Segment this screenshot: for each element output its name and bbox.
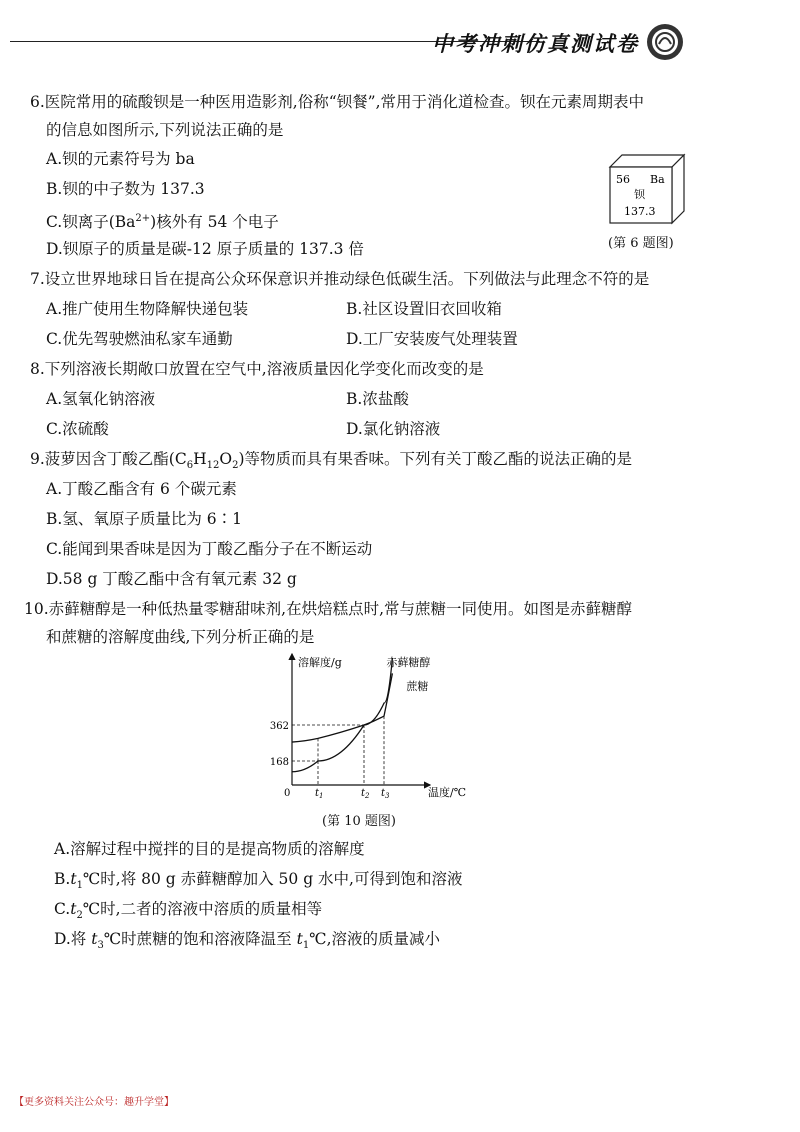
footer-note: 【更多资料关注公众号：趣升学堂】	[14, 1097, 174, 1108]
element-symbol: Ba	[650, 173, 665, 186]
q10-figure-caption: (第 10 题图)	[322, 814, 396, 829]
q9-option-c: C.能闻到果香味是因为丁酸乙酯分子在不断运动	[46, 540, 373, 558]
q9-option-d: D.58 g 丁酸乙酯中含有氧元素 32 g	[46, 570, 297, 588]
element-mass: 137.3	[624, 205, 656, 218]
y-axis-label: 溶解度/g	[298, 656, 342, 669]
x-tick-3: $t_3$	[381, 788, 390, 800]
q6-stem-line2: 的信息如图所示,下列说法正确的是	[46, 121, 284, 139]
publisher-logo-icon	[645, 22, 685, 62]
q7-option-a: A.推广使用生物降解快递包装	[46, 300, 249, 318]
x-tick-1: $t_1$	[315, 788, 324, 800]
q10-option-d: D.将 $t_3℃$时蔗糖的饱和溶液降温至 $t_1℃$,溶液的质量减小	[54, 930, 441, 952]
origin-label: 0	[284, 788, 291, 799]
q6-stem-line1: 6.医院常用的硫酸钡是一种医用造影剂,俗称“钡餐”,常用于消化道检查。钡在元素周期表中	[30, 93, 644, 111]
element-name: 钡	[634, 188, 645, 201]
y-tick-168: 168	[270, 757, 289, 768]
series-label-1: 赤藓糖醇	[386, 656, 431, 669]
q10-option-b: $B.t_1℃$时,将 80 g 赤藓糖醇加入 50 g 水中,可得到饱和溶液	[54, 870, 463, 892]
series-curve-1	[292, 658, 392, 772]
x-axis-label: 温度/℃	[428, 786, 467, 799]
q10-option-c: $C.t_2℃$时,二者的溶液中溶质的质量相等	[54, 900, 323, 922]
q7-stem: 7.设立世界地球日旨在提高公众环保意识并推动绿色低碳生活。下列做法与此理念不符的是	[30, 270, 650, 288]
q6-figure-caption: (第 6 题图)	[608, 236, 674, 251]
header-title: 中考冲刺仿真测试卷	[432, 31, 639, 56]
q10-stem-line2: 和蔗糖的溶解度曲线,下列分析正确的是	[46, 628, 315, 646]
q9-option-b: B.氢、氧原子质量比为 6∶1	[46, 510, 242, 528]
q8-option-a: A.氢氧化钠溶液	[46, 390, 156, 408]
q6-option-b: B.钡的中子数为 137.3	[46, 180, 205, 198]
q10-option-a: A.溶解过程中搅拌的目的是提高物质的溶解度	[54, 840, 365, 858]
element-number: 56	[616, 173, 630, 186]
q6-option-c: C.钡离子$(Ba^{2+})$核外有 54 个电子	[46, 213, 279, 232]
element-card-figure	[608, 153, 688, 225]
q8-option-b: B.浓盐酸	[346, 390, 409, 408]
q7-option-b: B.社区设置旧衣回收箱	[346, 300, 502, 318]
series-curve-2	[292, 673, 392, 742]
q7-option-c: C.优先驾驶燃油私家车通勤	[46, 330, 233, 348]
q9-option-a: A.丁酸乙酯含有 6 个碳元素	[46, 480, 237, 498]
q8-option-c: C.浓硫酸	[46, 420, 109, 438]
y-tick-362: 362	[270, 721, 289, 732]
q8-stem: 8.下列溶液长期敞口放置在空气中,溶液质量因化学变化而改变的是	[30, 360, 484, 378]
series-label-2: 蔗糖	[406, 680, 429, 693]
q8-option-d: D.氯化钠溶液	[346, 420, 441, 438]
q6-option-d: D.钡原子的质量是碳-12 原子质量的 137.3 倍	[46, 240, 364, 258]
solubility-chart	[270, 650, 470, 800]
q6-option-a: A.钡的元素符号为 ba	[46, 150, 195, 168]
q9-stem: 9.菠萝因含丁酸乙酯$(C_6H_{12}O_2)$等物质而具有果香味。下列有关丁酸乙酯的说法正确的是	[30, 450, 632, 472]
x-tick-2: $t_2$	[361, 788, 370, 800]
q7-option-d: D.工厂安装废气处理装置	[346, 330, 518, 348]
q10-stem-line1: 10.赤藓糖醇是一种低热量零糖甜味剂,在烘焙糕点时,常与蔗糖一同使用。如图是赤藓糖醇	[24, 600, 633, 618]
